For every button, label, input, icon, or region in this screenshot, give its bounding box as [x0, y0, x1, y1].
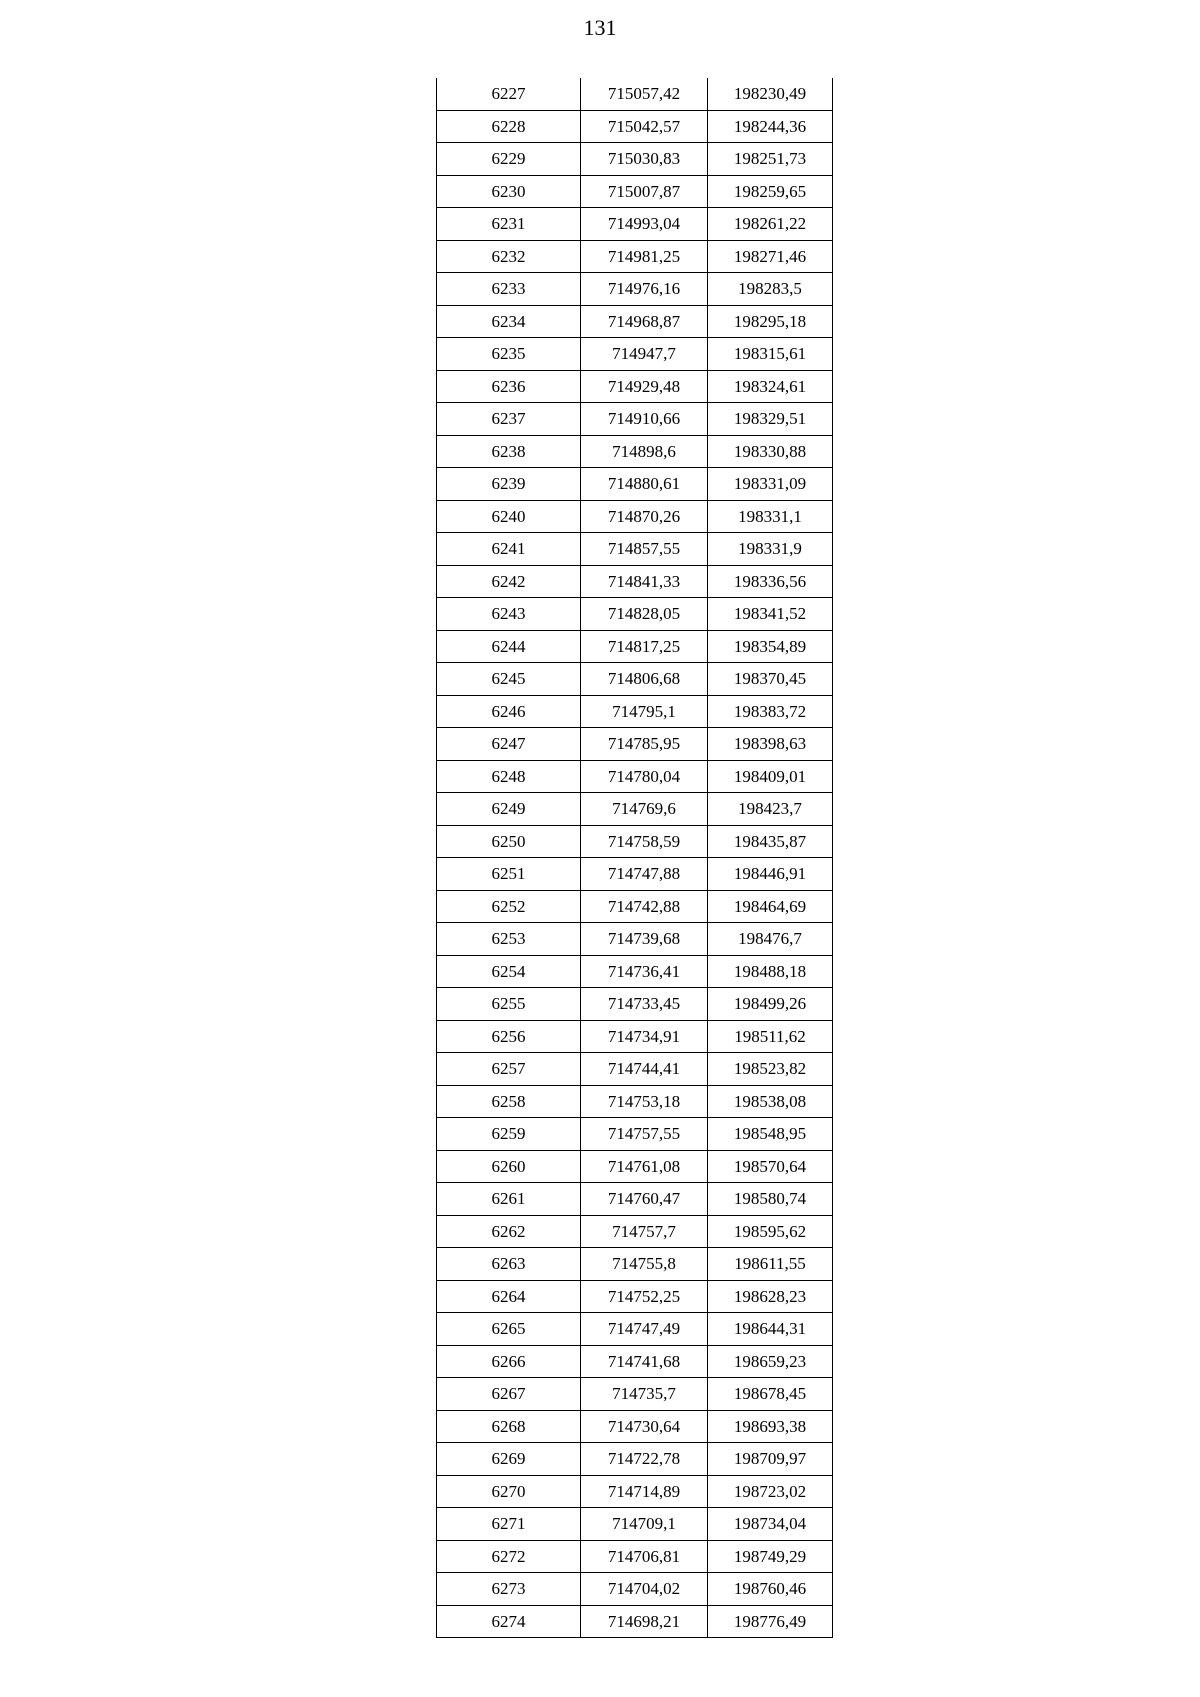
y-coordinate-cell: 198693,38	[708, 1410, 833, 1443]
y-coordinate-cell: 198644,31	[708, 1313, 833, 1346]
x-coordinate-cell: 714709,1	[581, 1508, 708, 1541]
y-coordinate-cell: 198398,63	[708, 728, 833, 761]
table-row	[437, 1248, 833, 1281]
table-row	[437, 955, 833, 988]
x-coordinate-cell: 714755,8	[581, 1248, 708, 1281]
point-number-cell: 6257	[437, 1053, 581, 1086]
x-coordinate-cell: 714722,78	[581, 1443, 708, 1476]
y-coordinate-cell: 198261,22	[708, 208, 833, 241]
table-row	[437, 435, 833, 468]
point-number-cell: 6246	[437, 695, 581, 728]
point-number-cell: 6264	[437, 1280, 581, 1313]
y-coordinate-cell: 198749,29	[708, 1540, 833, 1573]
table-row	[437, 1280, 833, 1313]
table-row	[437, 663, 833, 696]
x-coordinate-cell: 714704,02	[581, 1573, 708, 1606]
y-coordinate-cell: 198341,52	[708, 598, 833, 631]
table-row	[437, 175, 833, 208]
table-row	[437, 1150, 833, 1183]
point-number-cell: 6252	[437, 890, 581, 923]
table-row	[437, 1020, 833, 1053]
point-number-cell: 6254	[437, 955, 581, 988]
table-row	[437, 273, 833, 306]
x-coordinate-cell: 714817,25	[581, 630, 708, 663]
table-row	[437, 598, 833, 631]
x-coordinate-cell: 714880,61	[581, 468, 708, 501]
table-row	[437, 370, 833, 403]
y-coordinate-cell: 198464,69	[708, 890, 833, 923]
y-coordinate-cell: 198271,46	[708, 240, 833, 273]
point-number-cell: 6262	[437, 1215, 581, 1248]
point-number-cell: 6273	[437, 1573, 581, 1606]
y-coordinate-cell: 198336,56	[708, 565, 833, 598]
y-coordinate-cell: 198570,64	[708, 1150, 833, 1183]
x-coordinate-cell: 714698,21	[581, 1605, 708, 1638]
x-coordinate-cell: 714785,95	[581, 728, 708, 761]
point-number-cell: 6248	[437, 760, 581, 793]
table-row	[437, 565, 833, 598]
x-coordinate-cell: 714828,05	[581, 598, 708, 631]
x-coordinate-cell: 714981,25	[581, 240, 708, 273]
x-coordinate-cell: 714976,16	[581, 273, 708, 306]
table-row	[437, 825, 833, 858]
table-row	[437, 760, 833, 793]
y-coordinate-cell: 198295,18	[708, 305, 833, 338]
y-coordinate-cell: 198723,02	[708, 1475, 833, 1508]
point-number-cell: 6241	[437, 533, 581, 566]
table-row	[437, 1475, 833, 1508]
x-coordinate-cell: 714758,59	[581, 825, 708, 858]
x-coordinate-cell: 714747,49	[581, 1313, 708, 1346]
point-number-cell: 6255	[437, 988, 581, 1021]
table-row	[437, 890, 833, 923]
x-coordinate-cell: 714993,04	[581, 208, 708, 241]
table-row	[437, 988, 833, 1021]
table-row	[437, 305, 833, 338]
x-coordinate-cell: 714753,18	[581, 1085, 708, 1118]
point-number-cell: 6274	[437, 1605, 581, 1638]
x-coordinate-cell: 715042,57	[581, 110, 708, 143]
point-number-cell: 6236	[437, 370, 581, 403]
y-coordinate-cell: 198511,62	[708, 1020, 833, 1053]
point-number-cell: 6230	[437, 175, 581, 208]
y-coordinate-cell: 198283,5	[708, 273, 833, 306]
y-coordinate-cell: 198548,95	[708, 1118, 833, 1151]
x-coordinate-cell: 715030,83	[581, 143, 708, 176]
x-coordinate-cell: 714741,68	[581, 1345, 708, 1378]
point-number-cell: 6272	[437, 1540, 581, 1573]
point-number-cell: 6242	[437, 565, 581, 598]
x-coordinate-cell: 714735,7	[581, 1378, 708, 1411]
table-row	[437, 695, 833, 728]
y-coordinate-cell: 198476,7	[708, 923, 833, 956]
y-coordinate-cell: 198659,23	[708, 1345, 833, 1378]
x-coordinate-cell: 714806,68	[581, 663, 708, 696]
x-coordinate-cell: 714929,48	[581, 370, 708, 403]
table-row	[437, 1215, 833, 1248]
y-coordinate-cell: 198523,82	[708, 1053, 833, 1086]
x-coordinate-cell: 714744,41	[581, 1053, 708, 1086]
y-coordinate-cell: 198734,04	[708, 1508, 833, 1541]
table-row	[437, 793, 833, 826]
table-row	[437, 208, 833, 241]
x-coordinate-cell: 714733,45	[581, 988, 708, 1021]
table-row	[437, 1508, 833, 1541]
table-row	[437, 533, 833, 566]
y-coordinate-cell: 198230,49	[708, 78, 833, 110]
point-number-cell: 6259	[437, 1118, 581, 1151]
x-coordinate-cell: 715007,87	[581, 175, 708, 208]
table-row	[437, 1183, 833, 1216]
x-coordinate-cell: 714898,6	[581, 435, 708, 468]
table-row	[437, 1085, 833, 1118]
point-number-cell: 6267	[437, 1378, 581, 1411]
point-number-cell: 6251	[437, 858, 581, 891]
coordinates-table	[436, 78, 833, 1638]
table-row	[437, 78, 833, 110]
x-coordinate-cell: 714742,88	[581, 890, 708, 923]
y-coordinate-cell: 198499,26	[708, 988, 833, 1021]
y-coordinate-cell: 198760,46	[708, 1573, 833, 1606]
y-coordinate-cell: 198580,74	[708, 1183, 833, 1216]
y-coordinate-cell: 198423,7	[708, 793, 833, 826]
x-coordinate-cell: 714795,1	[581, 695, 708, 728]
point-number-cell: 6238	[437, 435, 581, 468]
y-coordinate-cell: 198324,61	[708, 370, 833, 403]
x-coordinate-cell: 714968,87	[581, 305, 708, 338]
point-number-cell: 6258	[437, 1085, 581, 1118]
point-number-cell: 6268	[437, 1410, 581, 1443]
table-row	[437, 858, 833, 891]
table-row	[437, 240, 833, 273]
point-number-cell: 6260	[437, 1150, 581, 1183]
point-number-cell: 6228	[437, 110, 581, 143]
table-row	[437, 403, 833, 436]
x-coordinate-cell: 714736,41	[581, 955, 708, 988]
point-number-cell: 6229	[437, 143, 581, 176]
x-coordinate-cell: 714706,81	[581, 1540, 708, 1573]
y-coordinate-cell: 198776,49	[708, 1605, 833, 1638]
y-coordinate-cell: 198354,89	[708, 630, 833, 663]
table-row	[437, 1313, 833, 1346]
table-row	[437, 1118, 833, 1151]
point-number-cell: 6270	[437, 1475, 581, 1508]
y-coordinate-cell: 198446,91	[708, 858, 833, 891]
table-row	[437, 1573, 833, 1606]
table-row	[437, 468, 833, 501]
x-coordinate-cell: 714760,47	[581, 1183, 708, 1216]
y-coordinate-cell: 198383,72	[708, 695, 833, 728]
y-coordinate-cell: 198370,45	[708, 663, 833, 696]
table-row	[437, 1378, 833, 1411]
point-number-cell: 6256	[437, 1020, 581, 1053]
point-number-cell: 6271	[437, 1508, 581, 1541]
point-number-cell: 6235	[437, 338, 581, 371]
x-coordinate-cell: 714739,68	[581, 923, 708, 956]
x-coordinate-cell: 714734,91	[581, 1020, 708, 1053]
y-coordinate-cell: 198678,45	[708, 1378, 833, 1411]
x-coordinate-cell: 715057,42	[581, 78, 708, 110]
point-number-cell: 6265	[437, 1313, 581, 1346]
y-coordinate-cell: 198331,9	[708, 533, 833, 566]
point-number-cell: 6233	[437, 273, 581, 306]
table-row	[437, 1410, 833, 1443]
x-coordinate-cell: 714870,26	[581, 500, 708, 533]
y-coordinate-cell: 198435,87	[708, 825, 833, 858]
y-coordinate-cell: 198611,55	[708, 1248, 833, 1281]
x-coordinate-cell: 714857,55	[581, 533, 708, 566]
x-coordinate-cell: 714841,33	[581, 565, 708, 598]
y-coordinate-cell: 198315,61	[708, 338, 833, 371]
y-coordinate-cell: 198709,97	[708, 1443, 833, 1476]
table-row	[437, 923, 833, 956]
table-row	[437, 630, 833, 663]
y-coordinate-cell: 198251,73	[708, 143, 833, 176]
y-coordinate-cell: 198331,09	[708, 468, 833, 501]
point-number-cell: 6247	[437, 728, 581, 761]
x-coordinate-cell: 714747,88	[581, 858, 708, 891]
x-coordinate-cell: 714730,64	[581, 1410, 708, 1443]
point-number-cell: 6263	[437, 1248, 581, 1281]
table-row	[437, 1053, 833, 1086]
point-number-cell: 6237	[437, 403, 581, 436]
point-number-cell: 6227	[437, 78, 581, 110]
y-coordinate-cell: 198259,65	[708, 175, 833, 208]
point-number-cell: 6231	[437, 208, 581, 241]
y-coordinate-cell: 198331,1	[708, 500, 833, 533]
table-row	[437, 143, 833, 176]
x-coordinate-cell: 714769,6	[581, 793, 708, 826]
x-coordinate-cell: 714714,89	[581, 1475, 708, 1508]
y-coordinate-cell: 198330,88	[708, 435, 833, 468]
table-row	[437, 728, 833, 761]
x-coordinate-cell: 714910,66	[581, 403, 708, 436]
coordinates-table-body	[437, 78, 833, 1638]
point-number-cell: 6244	[437, 630, 581, 663]
x-coordinate-cell: 714780,04	[581, 760, 708, 793]
point-number-cell: 6261	[437, 1183, 581, 1216]
y-coordinate-cell: 198628,23	[708, 1280, 833, 1313]
table-row	[437, 1605, 833, 1638]
table-row	[437, 500, 833, 533]
x-coordinate-cell: 714761,08	[581, 1150, 708, 1183]
x-coordinate-cell: 714947,7	[581, 338, 708, 371]
point-number-cell: 6249	[437, 793, 581, 826]
table-row	[437, 338, 833, 371]
x-coordinate-cell: 714752,25	[581, 1280, 708, 1313]
point-number-cell: 6234	[437, 305, 581, 338]
point-number-cell: 6253	[437, 923, 581, 956]
point-number-cell: 6250	[437, 825, 581, 858]
point-number-cell: 6245	[437, 663, 581, 696]
y-coordinate-cell: 198595,62	[708, 1215, 833, 1248]
y-coordinate-cell: 198244,36	[708, 110, 833, 143]
y-coordinate-cell: 198409,01	[708, 760, 833, 793]
page-number: 131	[583, 15, 617, 40]
y-coordinate-cell: 198488,18	[708, 955, 833, 988]
table-row	[437, 110, 833, 143]
table-row	[437, 1345, 833, 1378]
point-number-cell: 6239	[437, 468, 581, 501]
point-number-cell: 6243	[437, 598, 581, 631]
point-number-cell: 6240	[437, 500, 581, 533]
table-row	[437, 1540, 833, 1573]
y-coordinate-cell: 198329,51	[708, 403, 833, 436]
y-coordinate-cell: 198538,08	[708, 1085, 833, 1118]
table-row	[437, 1443, 833, 1476]
x-coordinate-cell: 714757,7	[581, 1215, 708, 1248]
point-number-cell: 6266	[437, 1345, 581, 1378]
x-coordinate-cell: 714757,55	[581, 1118, 708, 1151]
point-number-cell: 6232	[437, 240, 581, 273]
point-number-cell: 6269	[437, 1443, 581, 1476]
